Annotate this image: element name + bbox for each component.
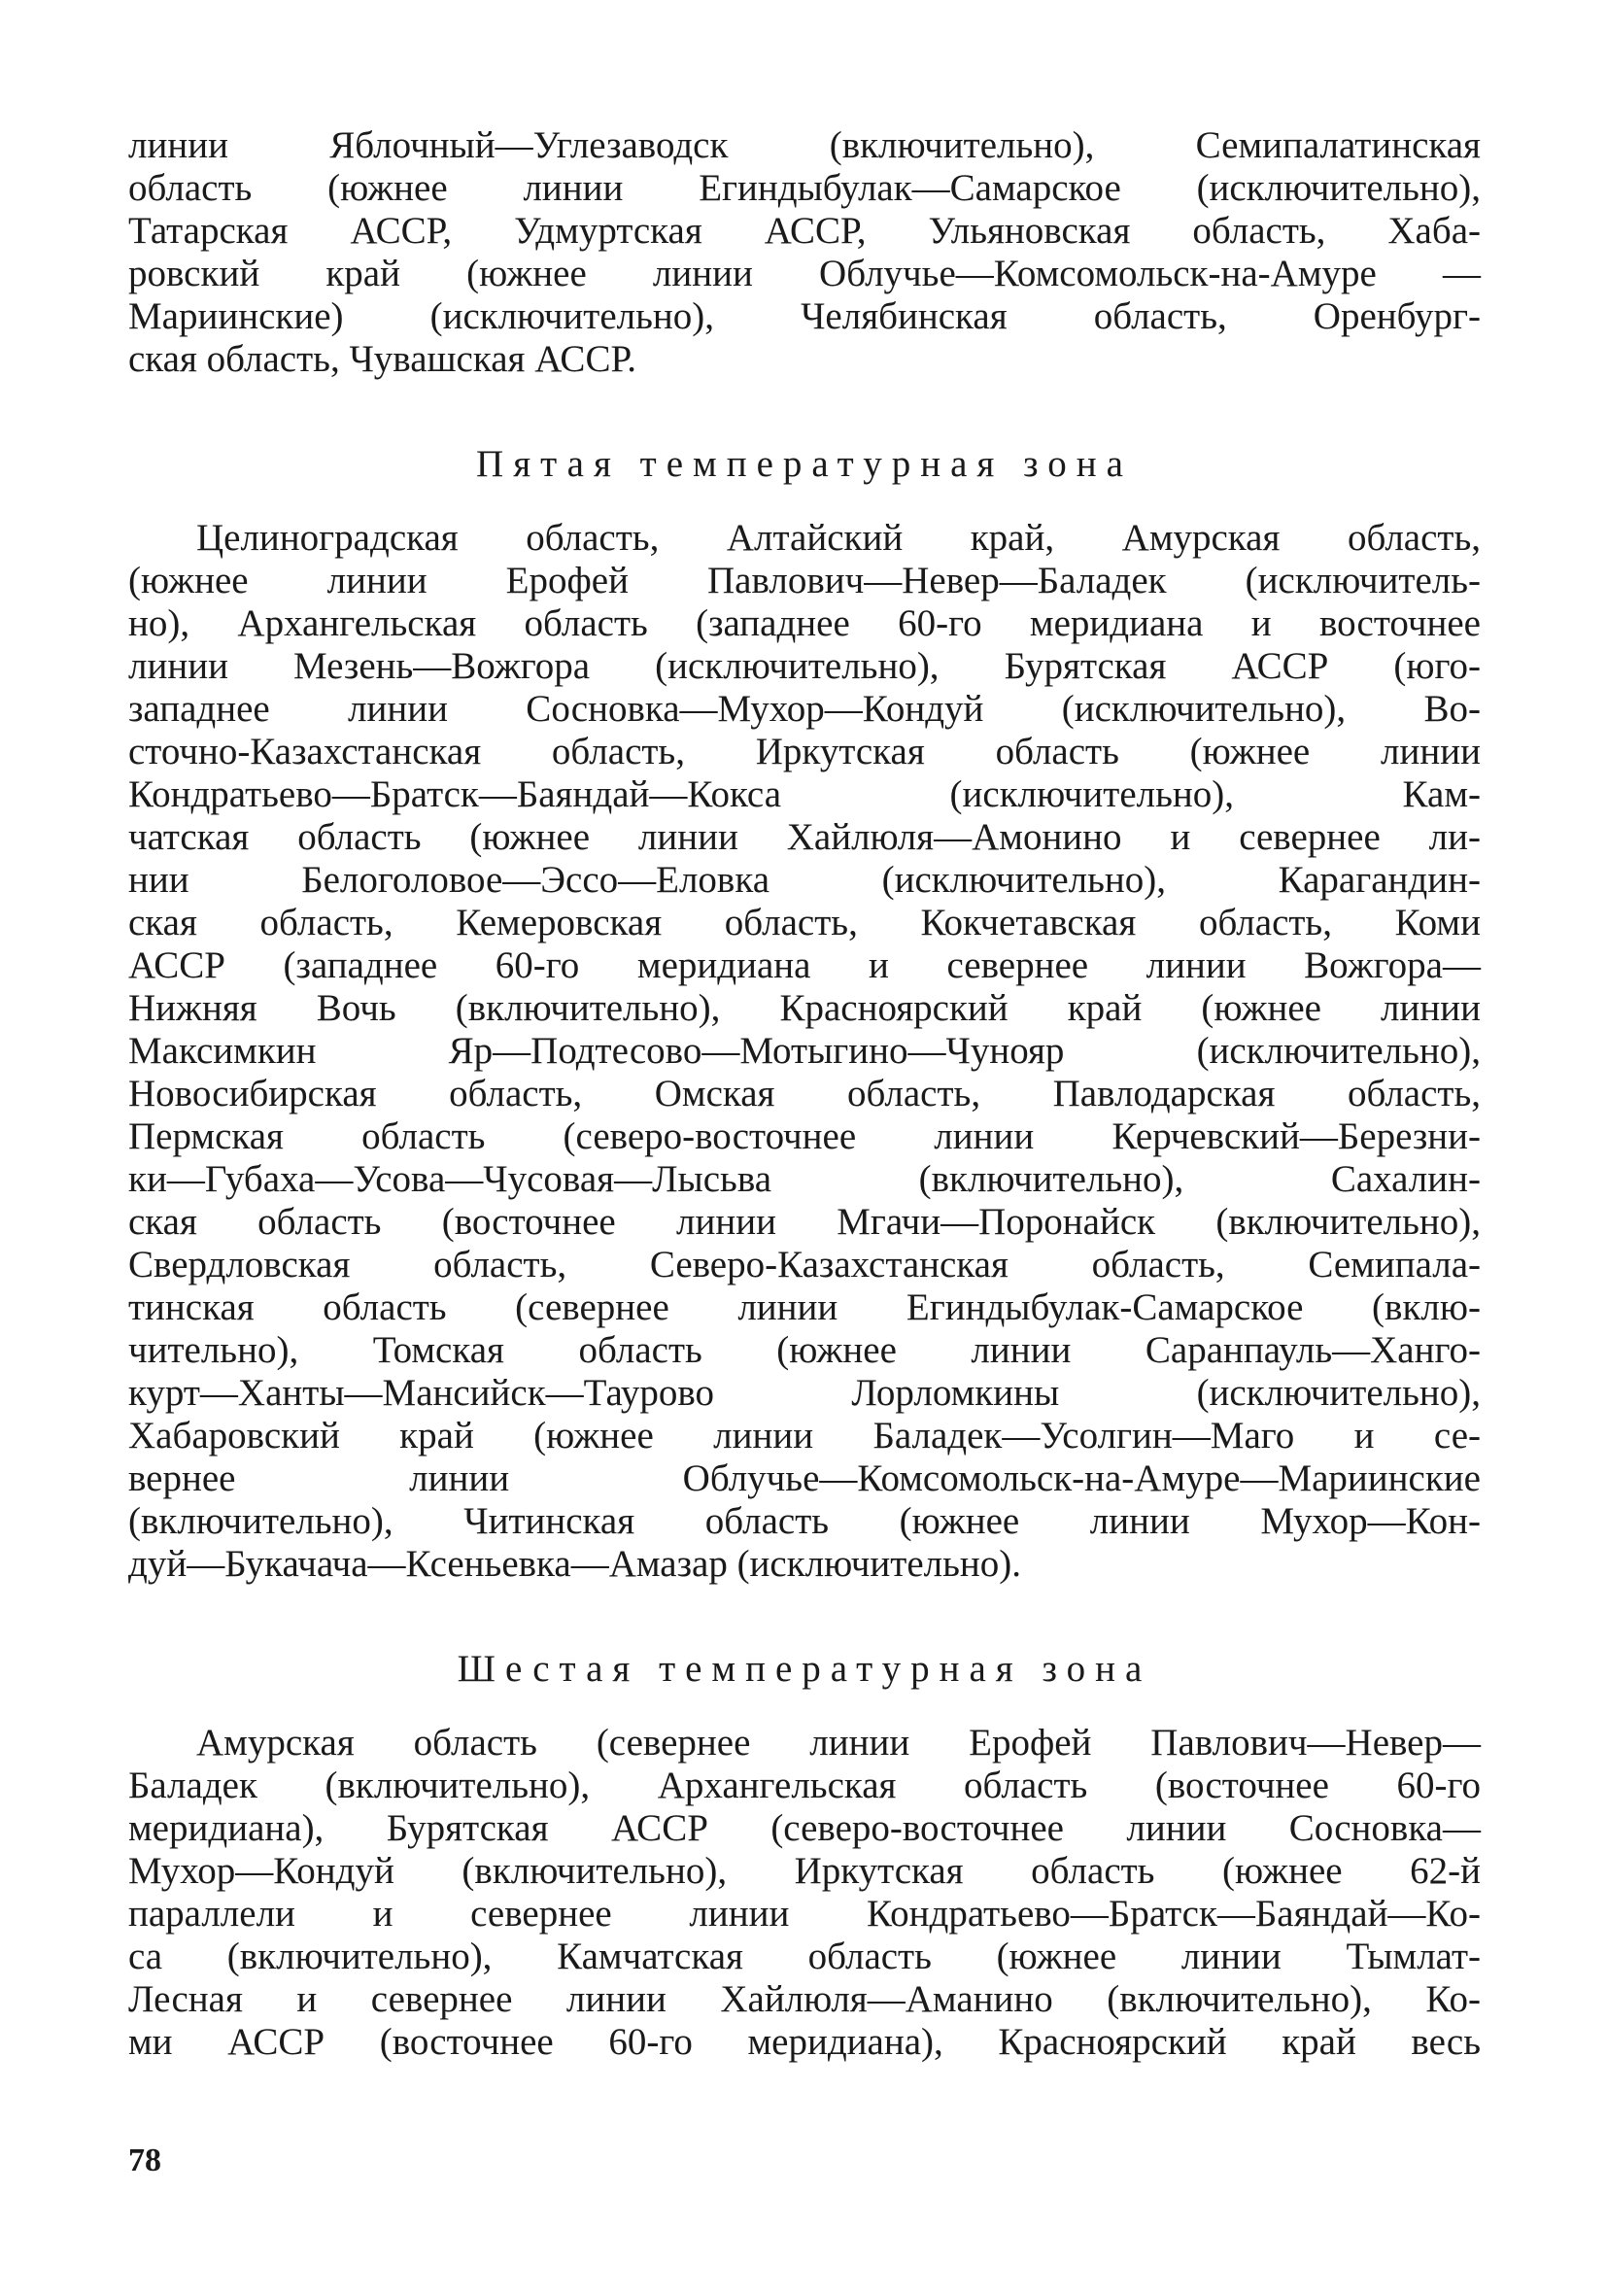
top-paragraph (128, 124, 1481, 381)
text-line: линии Мезень—Вожгора (исключительно), Бурятская АССР (юго- (128, 645, 1481, 687)
text-line: но), Архангельская область (западнее 60-го меридиана и восточнее (128, 602, 1481, 644)
text-line: Мариинские) (исключительно), Челябинская область, Оренбург- (128, 295, 1481, 337)
text-line: меридиана), Бурятская АССР (северо-восточнее линии Сосновка— (128, 1807, 1481, 1849)
text-line: параллели и севернее линии Кондратьево—Братск—Баяндай—Ко- (128, 1893, 1481, 1935)
text-line: Новосибирская область, Омская область, Павлодарская область, (128, 1073, 1481, 1114)
text-line: область (южнее линии Егиндыбулак—Самарское (исключительно), (128, 167, 1481, 209)
text-line: ская область, Чувашская АССР. (128, 338, 637, 380)
text-line: вернее линии Облучье—Комсомольск-на-Амуре—Мариинские (128, 1457, 1481, 1499)
text-line: Максимкин Яр—Подтесово—Мотыгино—Чунояр (исключительно), (128, 1030, 1481, 1072)
text-line: нии Белоголовое—Эссо—Еловка (исключительно), Карагандин- (128, 859, 1481, 901)
text-line: ровский край (южнее линии Облучье—Комсомольск-на-Амуре — (128, 253, 1481, 294)
text-line: (включительно), Читинская область (южнее линии Мухор—Кон- (128, 1500, 1481, 1542)
text-line: Мухор—Кондуй (включительно), Иркутская область (южнее 62-й (128, 1850, 1481, 1892)
text-line: Пермская область (северо-восточнее линии Керчевский—Березни- (128, 1115, 1481, 1157)
text-line: дуй—Букачача—Ксеньевка—Амазар (исключительно). (128, 1543, 1021, 1585)
text-line: Свердловская область, Северо-Казахстанская область, Семипала- (128, 1244, 1481, 1285)
text-line: са (включительно), Камчатская область (южнее линии Тымлат- (128, 1936, 1481, 1977)
page-body (128, 124, 1481, 2064)
zone6-paragraph (128, 1722, 1481, 2064)
page-number: 78 (128, 2142, 161, 2178)
text-line: западнее линии Сосновка—Мухор—Кондуй (исключительно), Во- (128, 688, 1481, 730)
text-line: чительно), Томская область (южнее линии Саранпауль—Ханго- (128, 1329, 1481, 1371)
text-line: Баладек (включительно), Архангельская область (восточнее 60-го (128, 1765, 1481, 1806)
text-line: ская область (восточнее линии Мгачи—Поронайск (включительно), (128, 1201, 1481, 1243)
text-line: Нижняя Вочь (включительно), Красноярский край (южнее линии (128, 987, 1481, 1029)
text-line: чатская область (южнее линии Хайлюля—Амонино и севернее ли- (128, 816, 1481, 858)
text-line: ки—Губаха—Усова—Чусовая—Лысьва (включительно), Сахалин- (128, 1158, 1481, 1200)
text-line: Кондратьево—Братск—Баяндай—Кокса (исключительно), Кам- (128, 773, 1481, 815)
text-line: линии Яблочный—Углезаводск (включительно), Семипалатинская (128, 124, 1481, 166)
text-line: (южнее линии Ерофей Павлович—Невер—Баладек (исключитель- (128, 560, 1481, 601)
text-line: АССР (западнее 60-го меридиана и севернее линии Вожгора— (128, 944, 1481, 986)
zone6-heading: Шестая температурная зона (457, 1648, 1152, 1690)
text-line: Хабаровский край (южнее линии Баладек—Усолгин—Маго и се- (128, 1415, 1481, 1456)
text-line: Татарская АССР, Удмуртская АССР, Ульяновская область, Хаба- (128, 210, 1481, 252)
zone5-heading: Пятая температурная зона (476, 443, 1133, 485)
text-line: сточно-Казахстанская область, Иркутская область (южнее линии (128, 731, 1481, 772)
text-line: Целиноградская область, Алтайский край, Амурская область, (196, 517, 1481, 559)
text-line: тинская область (севернее линии Егиндыбулак-Самарское (вклю- (128, 1286, 1481, 1328)
zone5-paragraph (128, 517, 1481, 1586)
text-line: Амурская область (севернее линии Ерофей Павлович—Невер— (196, 1722, 1481, 1764)
text-line: курт—Ханты—Мансийск—Таурово Лорломкины (исключительно), (128, 1372, 1481, 1414)
text-line: Лесная и севернее линии Хайлюля—Аманино (включительно), Ко- (128, 1978, 1481, 2020)
text-line: ская область, Кемеровская область, Кокчетавская область, Коми (128, 902, 1481, 943)
text-line: ми АССР (восточнее 60-го меридиана), Красноярский край весь (128, 2021, 1481, 2063)
